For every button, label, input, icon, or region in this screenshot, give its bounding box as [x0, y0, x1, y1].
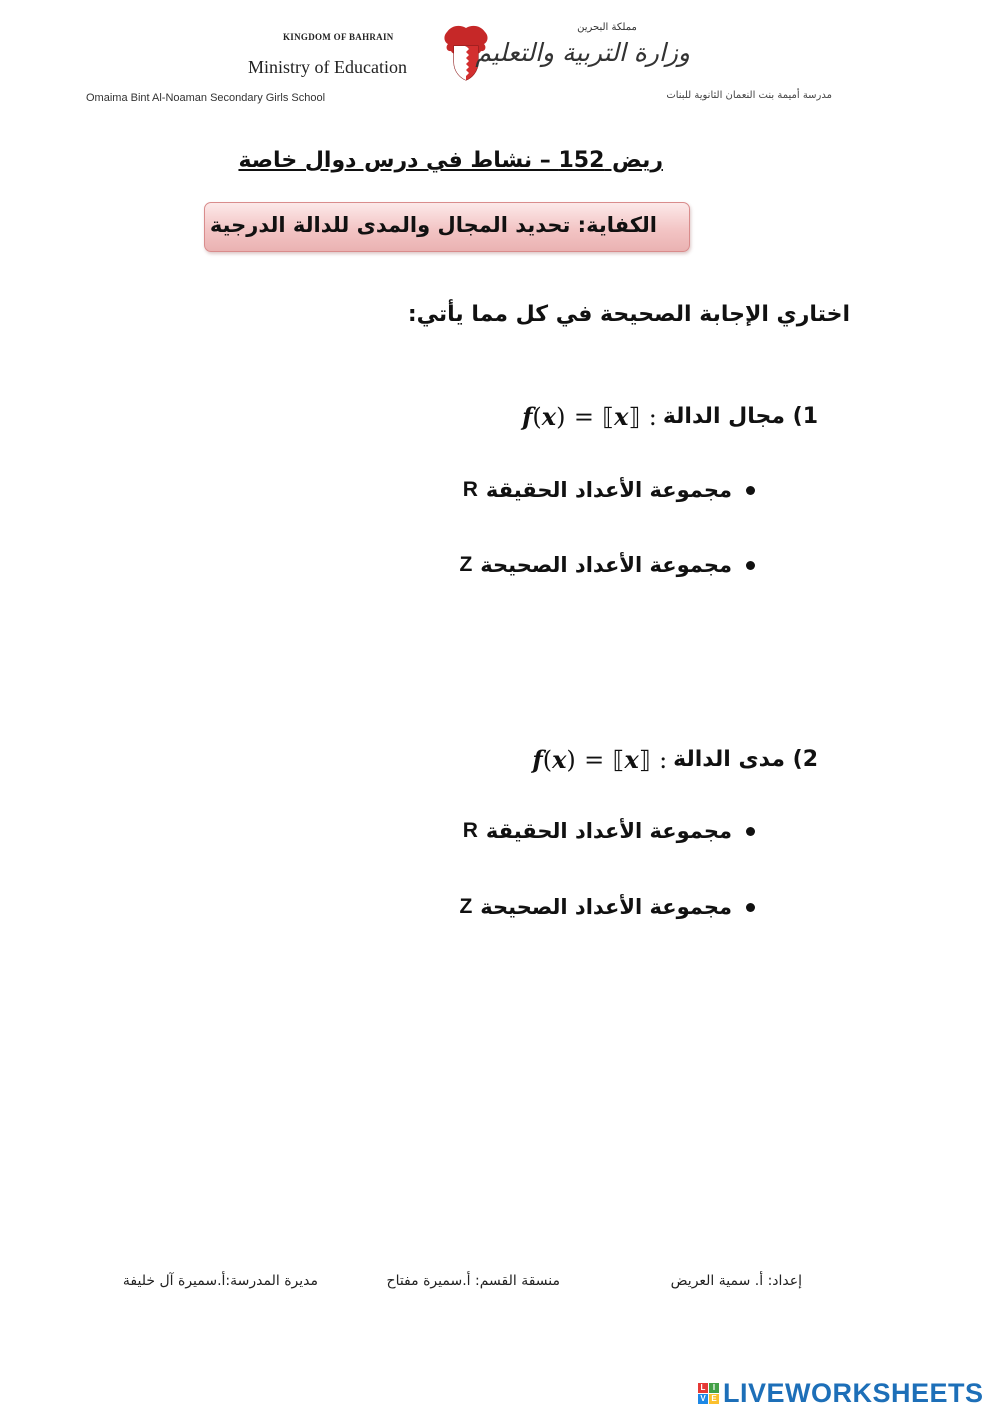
- worksheet-title: ريض 152 – نشاط في درس دوال خاصة: [238, 148, 663, 173]
- liveworksheets-logo: [698, 1378, 984, 1409]
- department-coordinator: منسقة القسم: أ.سميرة مفتاح: [386, 1273, 560, 1289]
- question-2-label: 2) مدى الدالة: [673, 747, 818, 772]
- competency-text: الكفاية: تحديد المجال والمدى للدالة الدرجية: [209, 213, 657, 237]
- question-1: [522, 402, 818, 431]
- ministry-ar-calligraphy: وزارة التربية والتعليم: [475, 38, 690, 67]
- question-1-formula: f(x) = ⟦x⟧ :: [522, 402, 657, 431]
- school-principal: مديرة المدرسة:أ.سميرة آل خليفة: [122, 1273, 318, 1289]
- ministry-en-label: Ministry of Education: [248, 57, 407, 77]
- question-1-label: 1) مجال الدالة: [662, 404, 818, 429]
- q1-option-r[interactable]: مجموعة الأعداد الحقيقة R: [463, 478, 755, 502]
- bullet-icon: [746, 486, 755, 495]
- q1-option-z[interactable]: مجموعة الأعداد الصحيحة Z: [459, 553, 755, 577]
- liveworksheets-text: LIVEWORKSHEETS: [723, 1378, 984, 1408]
- instruction-text: اختاري الإجابة الصحيحة في كل مما يأتي:: [407, 302, 850, 327]
- competency-box: [204, 202, 690, 252]
- bullet-icon: [746, 903, 755, 912]
- kingdom-ar-label: مملكة البحرين: [577, 22, 637, 33]
- bullet-icon: [746, 827, 755, 836]
- kingdom-en-label: KINGDOM OF BAHRAIN: [283, 32, 394, 42]
- prepared-by: إعداد: أ. سمية العريض: [670, 1273, 802, 1289]
- q2-option-z[interactable]: مجموعة الأعداد الصحيحة Z: [459, 895, 755, 919]
- question-2-formula: f(x) = ⟦x⟧ :: [532, 745, 668, 774]
- school-ar-label: مدرسة أميمة بنت النعمان الثانوية للبنات: [666, 90, 832, 101]
- bullet-icon: [746, 561, 755, 570]
- q2-option-r[interactable]: مجموعة الأعداد الحقيقة R: [463, 819, 755, 843]
- live-logo-icon: L I V E: [698, 1383, 719, 1404]
- school-en-label: Omaima Bint Al-Noaman Secondary Girls School: [86, 92, 326, 104]
- question-2: [532, 745, 818, 774]
